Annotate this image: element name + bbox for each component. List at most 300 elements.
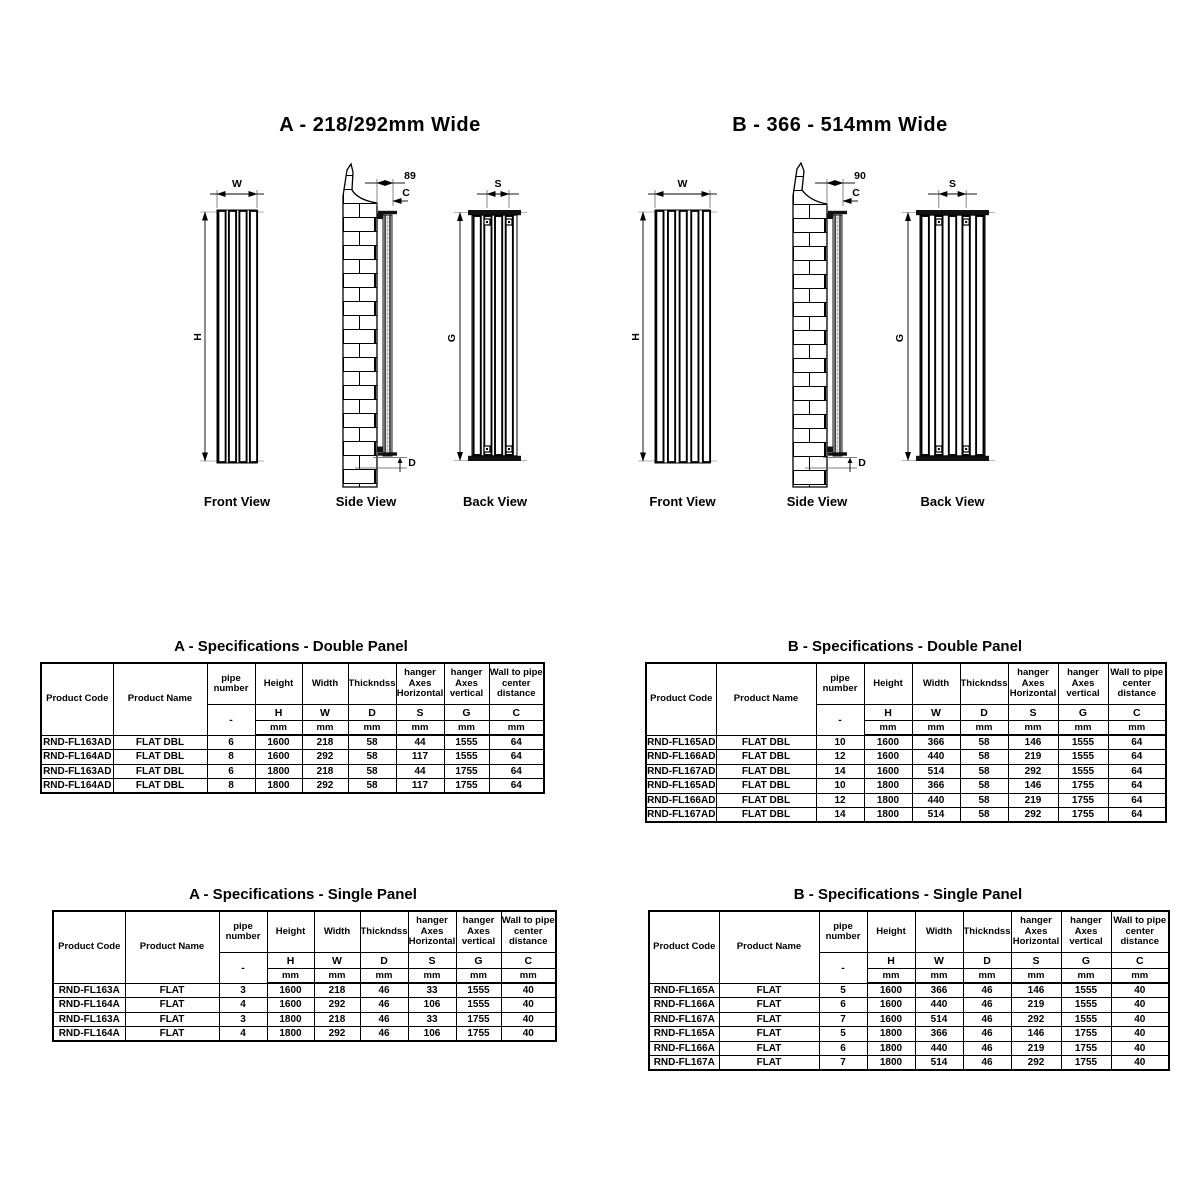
unit-header: mm	[864, 721, 912, 736]
table-row	[646, 764, 1166, 779]
data-cell: 440	[915, 998, 963, 1013]
column-header: Product Name	[719, 911, 819, 983]
unit-header: mm	[1011, 969, 1061, 984]
data-cell: 64	[1108, 735, 1166, 750]
data-cell: 64	[1108, 793, 1166, 808]
table-b-double	[645, 662, 1167, 823]
column-header: Product Code	[649, 911, 719, 983]
column-header: pipe number	[219, 911, 267, 953]
data-cell: 292	[1008, 808, 1058, 823]
side-view-caption: Side View	[335, 494, 397, 509]
data-cell: 219	[1011, 1041, 1061, 1056]
table-a-double	[40, 662, 545, 794]
column-header: Thickndss	[360, 911, 408, 953]
data-cell: 1600	[267, 998, 314, 1013]
column-header: hanger Axes Horizontal	[1011, 911, 1061, 953]
data-cell: 1755	[1058, 793, 1108, 808]
table-row	[53, 1027, 556, 1042]
data-cell: 10	[816, 779, 864, 794]
unit-header: mm	[1008, 721, 1058, 736]
side-view-b	[787, 163, 866, 509]
product-code-cell: RND-FL164AD	[41, 750, 113, 765]
data-cell: 1600	[267, 983, 314, 998]
data-cell: 6	[207, 764, 255, 779]
side-view-caption: Side View	[786, 494, 848, 509]
product-code-cell: RND-FL167AD	[647, 809, 716, 820]
data-cell: 218	[314, 1012, 360, 1027]
unit-header: mm	[456, 969, 501, 984]
data-cell: 1755	[444, 764, 489, 779]
data-cell: 1755	[456, 1012, 501, 1027]
unit-header: mm	[267, 969, 314, 984]
data-cell: 64	[489, 764, 544, 779]
side-view-a	[336, 164, 416, 509]
data-cell: FLAT	[719, 998, 819, 1013]
data-cell: 44	[396, 764, 444, 779]
data-cell: 1755	[444, 779, 489, 794]
data-cell: FLAT DBL	[716, 808, 816, 823]
product-code-cell: RND-FL166AD	[647, 794, 716, 806]
column-header: hanger Axes Horizontal	[408, 911, 456, 953]
symbol-header: W	[314, 953, 360, 969]
data-cell: 58	[348, 764, 396, 779]
column-header: Product Name	[125, 911, 219, 983]
data-cell: 5	[819, 983, 867, 998]
data-cell: 292	[1011, 1012, 1061, 1027]
data-cell: 1555	[1058, 750, 1108, 765]
symbol-header: D	[360, 953, 408, 969]
product-code-cell: RND-FL163AD	[41, 735, 113, 750]
data-cell: 292	[1008, 764, 1058, 779]
data-cell: 40	[501, 998, 556, 1013]
data-cell: 292	[302, 750, 348, 765]
data-cell: 46	[360, 1027, 408, 1042]
symbol-header: S	[396, 705, 444, 721]
unit-header: mm	[501, 969, 556, 984]
unit-header: mm	[915, 969, 963, 984]
product-code-cell: RND-FL163A	[53, 983, 125, 998]
back-view-b	[894, 178, 995, 509]
product-code-cell: RND-FL165A	[649, 983, 719, 998]
column-header: Height	[267, 911, 314, 953]
unit-header: mm	[255, 721, 302, 736]
product-code-cell: RND-FL164AD	[41, 779, 113, 794]
data-cell: 58	[348, 735, 396, 750]
data-cell: 1555	[1061, 1012, 1111, 1027]
diagram-b-title: B - 366 - 514mm Wide	[732, 114, 948, 136]
data-cell: FLAT DBL	[716, 764, 816, 779]
front-view-a	[192, 178, 271, 509]
unit-header: mm	[408, 969, 456, 984]
data-cell: 1800	[867, 1056, 915, 1071]
column-header: hanger Axes Horizontal	[396, 663, 444, 705]
data-cell: 366	[912, 779, 960, 794]
data-cell: 40	[1111, 1027, 1169, 1042]
product-code-cell: RND-FL167AD	[647, 765, 716, 777]
symbol-header: S	[1008, 705, 1058, 721]
table-row	[646, 735, 1166, 750]
symbol-header: S	[1011, 953, 1061, 969]
data-cell: 58	[960, 808, 1008, 823]
data-cell: 1600	[864, 735, 912, 750]
table-row	[649, 1027, 1169, 1042]
data-cell: 40	[1111, 998, 1169, 1013]
data-cell: 33	[408, 983, 456, 998]
dim-label-c: C	[852, 187, 860, 199]
data-cell: FLAT DBL	[716, 779, 816, 794]
table-row	[649, 983, 1169, 998]
column-header: hanger Axes vertical	[1058, 663, 1108, 705]
data-cell: 40	[501, 1027, 556, 1042]
data-cell: 366	[915, 1027, 963, 1042]
table-row	[41, 779, 544, 794]
data-cell: 117	[396, 779, 444, 794]
column-header: Wall to pipe center distance	[1111, 911, 1169, 953]
data-cell: 1755	[1061, 1027, 1111, 1042]
data-cell: 1555	[444, 750, 489, 765]
column-header: Thickndss	[348, 663, 396, 705]
data-cell: 1555	[1061, 998, 1111, 1013]
data-cell: FLAT DBL	[716, 750, 816, 765]
column-header: Wall to pipe center distance	[489, 663, 544, 705]
data-cell: 6	[819, 998, 867, 1013]
data-cell: 14	[816, 808, 864, 823]
unit-header: mm	[396, 721, 444, 736]
product-code-cell: RND-FL165AD	[647, 736, 716, 748]
dim-label-g: G	[894, 333, 906, 343]
data-cell: 46	[963, 1012, 1011, 1027]
symbol-header: D	[960, 705, 1008, 721]
unit-header: mm	[1061, 969, 1111, 984]
dim-label-s: S	[494, 178, 502, 190]
front-view-b	[630, 178, 717, 509]
dim-label-c: C	[402, 187, 410, 199]
data-cell: FLAT	[719, 1012, 819, 1027]
data-cell: 440	[912, 793, 960, 808]
data-cell: 1755	[456, 1027, 501, 1042]
table-row	[53, 983, 556, 998]
spec-table	[648, 910, 1170, 1071]
table-row	[649, 1041, 1169, 1056]
data-cell: 1800	[267, 1012, 314, 1027]
product-code-cell: RND-FL164A	[53, 1027, 125, 1042]
data-cell: 1555	[456, 983, 501, 998]
table-row	[646, 750, 1166, 765]
data-cell: 292	[314, 998, 360, 1013]
data-cell: 218	[302, 764, 348, 779]
table-row	[53, 1012, 556, 1027]
column-header: hanger Axes Horizontal	[1008, 663, 1058, 705]
symbol-header: G	[444, 705, 489, 721]
column-header: Height	[867, 911, 915, 953]
column-header: hanger Axes vertical	[1061, 911, 1111, 953]
data-cell: 1755	[1058, 808, 1108, 823]
data-cell: 64	[1108, 779, 1166, 794]
symbol-header: W	[915, 953, 963, 969]
radiator-side-panel-b	[833, 215, 842, 456]
data-cell: 64	[1108, 750, 1166, 765]
data-cell: 46	[360, 983, 408, 998]
data-cell: 292	[314, 1027, 360, 1042]
column-header: Height	[864, 663, 912, 705]
column-header: hanger Axes vertical	[444, 663, 489, 705]
unit-header: mm	[489, 721, 544, 736]
data-cell: 1600	[867, 998, 915, 1013]
data-cell: 1800	[864, 779, 912, 794]
data-cell: FLAT	[125, 1027, 219, 1042]
symbol-header: C	[1111, 953, 1169, 969]
front-view-caption: Front View	[649, 494, 716, 509]
data-cell: 46	[963, 998, 1011, 1013]
data-cell: 58	[960, 793, 1008, 808]
unit-header: mm	[963, 969, 1011, 984]
data-cell: 5	[819, 1027, 867, 1042]
data-cell: 58	[960, 764, 1008, 779]
unit-header: mm	[360, 969, 408, 984]
symbol-header: D	[963, 953, 1011, 969]
unit-header: mm	[912, 721, 960, 736]
dim-label-h: H	[192, 333, 204, 341]
data-cell: 33	[408, 1012, 456, 1027]
data-cell: 1600	[255, 750, 302, 765]
back-view-caption: Back View	[462, 494, 528, 509]
data-cell: 366	[912, 735, 960, 750]
column-header: Wall to pipe center distance	[501, 911, 556, 953]
data-cell: FLAT	[719, 983, 819, 998]
column-header: pipe number	[207, 663, 255, 705]
table-row	[646, 808, 1166, 823]
dim-label-g: G	[446, 333, 458, 343]
data-cell: 3	[219, 983, 267, 998]
table-row	[646, 793, 1166, 808]
product-code-cell: RND-FL167A	[649, 1056, 719, 1071]
column-header: Product Code	[646, 663, 716, 735]
symbol-header: G	[1061, 953, 1111, 969]
column-header: Product Code	[53, 911, 125, 983]
data-cell: 146	[1011, 1027, 1061, 1042]
data-cell: 46	[360, 998, 408, 1013]
unit-header: mm	[867, 969, 915, 984]
data-cell: 58	[348, 779, 396, 794]
data-cell: 58	[960, 779, 1008, 794]
data-cell: 46	[360, 1012, 408, 1027]
wall-a	[343, 164, 377, 487]
data-cell: 1555	[456, 998, 501, 1013]
data-cell: FLAT	[719, 1056, 819, 1071]
dim-label-w: W	[232, 178, 242, 190]
symbol-header: -	[219, 953, 267, 984]
column-header: Width	[915, 911, 963, 953]
data-cell: 46	[963, 1041, 1011, 1056]
unit-header: mm	[1058, 721, 1108, 736]
data-cell: 1800	[255, 779, 302, 794]
diagram-a	[160, 150, 600, 520]
data-cell: 292	[302, 779, 348, 794]
symbol-header: D	[348, 705, 396, 721]
data-cell: 218	[302, 735, 348, 750]
data-cell: 44	[396, 735, 444, 750]
column-header: Product Name	[716, 663, 816, 735]
product-code-cell: RND-FL166A	[649, 1041, 719, 1056]
data-cell: 40	[1111, 983, 1169, 998]
data-cell: 1755	[1061, 1041, 1111, 1056]
data-cell: 64	[489, 750, 544, 765]
data-cell: 46	[963, 1027, 1011, 1042]
data-cell: 219	[1011, 998, 1061, 1013]
data-cell: 1755	[1061, 1056, 1111, 1071]
wall-b	[793, 163, 827, 487]
column-header: Width	[302, 663, 348, 705]
table-row	[53, 998, 556, 1013]
column-header: Product Name	[113, 663, 207, 735]
data-cell: 440	[915, 1041, 963, 1056]
data-cell: 1600	[867, 1012, 915, 1027]
data-cell: 1800	[864, 793, 912, 808]
data-cell: 1600	[867, 983, 915, 998]
data-cell: 1555	[1061, 983, 1111, 998]
data-cell: 106	[408, 998, 456, 1013]
data-cell: 8	[207, 779, 255, 794]
data-cell: 6	[207, 735, 255, 750]
front-panel-bars-b	[656, 211, 710, 462]
symbol-header: H	[864, 705, 912, 721]
column-header: Thickndss	[960, 663, 1008, 705]
unit-header: mm	[302, 721, 348, 736]
data-cell: 40	[1111, 1041, 1169, 1056]
data-cell: 1600	[255, 735, 302, 750]
data-cell: 10	[816, 735, 864, 750]
data-cell: 514	[912, 808, 960, 823]
column-header: Width	[912, 663, 960, 705]
data-cell: FLAT	[719, 1041, 819, 1056]
data-cell: 514	[915, 1012, 963, 1027]
data-cell: 4	[219, 1027, 267, 1042]
dim-label-h: H	[630, 333, 642, 341]
data-cell: 58	[960, 750, 1008, 765]
diagram-b	[620, 150, 1060, 520]
data-cell: FLAT DBL	[113, 779, 207, 794]
symbol-header: S	[408, 953, 456, 969]
table-b-single	[648, 910, 1170, 1071]
data-cell: 1600	[864, 764, 912, 779]
dim-label-offset: 89	[404, 170, 416, 182]
dim-label-d: D	[858, 457, 866, 469]
data-cell: 46	[963, 983, 1011, 998]
data-cell: 292	[1011, 1056, 1061, 1071]
data-cell: 12	[816, 750, 864, 765]
spec-table	[40, 662, 545, 794]
data-cell: FLAT DBL	[113, 750, 207, 765]
data-cell: 58	[960, 735, 1008, 750]
data-cell: 64	[489, 779, 544, 794]
data-cell: 1555	[1058, 764, 1108, 779]
data-cell: 6	[819, 1041, 867, 1056]
table-row	[649, 998, 1169, 1013]
data-cell: FLAT DBL	[113, 735, 207, 750]
symbol-header: G	[1058, 705, 1108, 721]
data-cell: 1800	[255, 764, 302, 779]
data-cell: FLAT	[125, 1012, 219, 1027]
data-cell: 1755	[1058, 779, 1108, 794]
data-cell: 146	[1008, 779, 1058, 794]
data-cell: 14	[816, 764, 864, 779]
data-cell: 219	[1008, 793, 1058, 808]
front-view-caption: Front View	[203, 494, 271, 509]
data-cell: 40	[501, 1012, 556, 1027]
table-a-single-title: A - Specifications - Single Panel	[189, 886, 417, 903]
symbol-header: W	[302, 705, 348, 721]
table-row	[649, 1056, 1169, 1071]
data-cell: 8	[207, 750, 255, 765]
table-row	[646, 779, 1166, 794]
data-cell: 64	[489, 735, 544, 750]
column-header: Product Code	[41, 663, 113, 735]
data-cell: 218	[314, 983, 360, 998]
data-cell: 1555	[444, 735, 489, 750]
data-cell: 146	[1008, 735, 1058, 750]
product-code-cell: RND-FL166A	[649, 998, 719, 1013]
data-cell: 219	[1008, 750, 1058, 765]
product-code-cell: RND-FL163AD	[41, 764, 113, 779]
unit-header: mm	[960, 721, 1008, 736]
data-cell: 64	[1108, 764, 1166, 779]
data-cell: FLAT	[125, 998, 219, 1013]
data-cell: 106	[408, 1027, 456, 1042]
data-cell: 1800	[267, 1027, 314, 1042]
back-view-a	[446, 178, 528, 509]
symbol-header: H	[267, 953, 314, 969]
data-cell: 7	[819, 1012, 867, 1027]
product-code-cell: RND-FL164A	[53, 998, 125, 1013]
dim-label-s: S	[948, 178, 957, 190]
symbol-header: C	[489, 705, 544, 721]
data-cell: 1555	[1058, 735, 1108, 750]
data-cell: FLAT DBL	[716, 735, 816, 750]
data-cell: 12	[816, 793, 864, 808]
data-cell: 4	[219, 998, 267, 1013]
unit-header: mm	[314, 969, 360, 984]
radiator-side-panel-a	[383, 215, 392, 456]
data-cell: 46	[963, 1056, 1011, 1071]
symbol-header: W	[912, 705, 960, 721]
symbol-header: H	[255, 705, 302, 721]
table-row	[41, 764, 544, 779]
symbol-header: -	[816, 705, 864, 736]
spec-table	[52, 910, 557, 1042]
product-code-cell: RND-FL165AD	[647, 780, 716, 792]
data-cell: 366	[915, 983, 963, 998]
data-cell: 3	[219, 1012, 267, 1027]
data-cell: 146	[1011, 983, 1061, 998]
table-row	[41, 735, 544, 750]
unit-header: mm	[1111, 969, 1169, 984]
dim-label-w: W	[677, 178, 688, 190]
symbol-header: -	[819, 953, 867, 984]
unit-header: mm	[348, 721, 396, 736]
data-cell: 40	[1111, 1056, 1169, 1071]
data-cell: 1600	[864, 750, 912, 765]
dim-label-d: D	[408, 457, 416, 469]
column-header: Thickndss	[963, 911, 1011, 953]
data-cell: 514	[915, 1056, 963, 1071]
column-header: Wall to pipe center distance	[1108, 663, 1166, 705]
data-cell: 440	[912, 750, 960, 765]
product-code-cell: RND-FL165A	[649, 1027, 719, 1042]
symbol-header: -	[207, 705, 255, 736]
back-view-caption: Back View	[920, 494, 985, 509]
column-header: Width	[314, 911, 360, 953]
diagram-a-title: A - 218/292mm Wide	[279, 114, 481, 136]
